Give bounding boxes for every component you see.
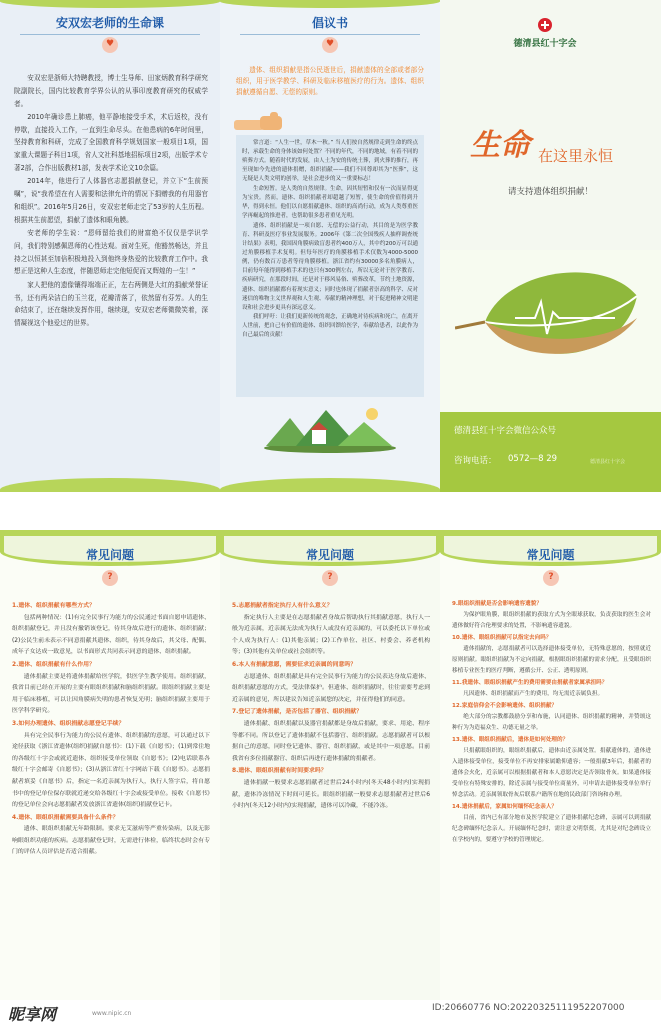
green-hills-illustration — [260, 402, 400, 454]
slogan-eternal: 在这里永恒 — [538, 147, 614, 165]
support-message: 请支持遗体组织捐献！ — [507, 187, 593, 197]
panel-faq-1 — [0, 530, 220, 1000]
faq-question: 14.遗体捐献后，家属如何缅怀纪念亲人？ — [452, 804, 558, 810]
faq-question: 1.遗体、组织捐献有哪些方式？ — [12, 603, 95, 609]
paragraph: 我们呼吁：让我们更新传统的观念，正确地对待疾病和死亡，在离开人世前，把自己有价值的遗体、组织回馈给医学，奉献给患者，以此作为自己最后的贡献！ — [242, 314, 419, 339]
life-lesson-body — [14, 72, 208, 330]
brochure-outer-side — [0, 0, 661, 492]
faq-question: 4.遗体、眼组织捐献需要具备什么条件？ — [12, 814, 119, 821]
question-icon: ? — [543, 570, 559, 586]
paragraph: 生命短暂。是人类的自然规律。生命，因其短暂和仅有一次而显得更为宝贵。然而，遗体、组织捐献者却超越了短暂，使生命的价值得到升华，得到永恒。他们以自愿捐献遗体、组织的高尚行动，成为人类尊重医学再崛起的推进者，也帮助很多患者重见光明。 — [242, 185, 419, 220]
heart-hand-icon: ♥ — [322, 37, 338, 53]
faq-list — [12, 600, 210, 859]
paragraph: 常言道：“人生一世，草木一秋。” 当人们按自然规律走到生命的终点时，承载生命的身体该如何处置？不同的年代，不同的地域，有着不同的殡葬方式。随着时代的发展，由人土为安的传统土葬，到火葬的推行，再至现如今先进的遗体捐赠，组织捐献——我们不回尊却其为“医葬”，这无疑是人类文明的创举，是社会进步的又一重要标志！ — [242, 140, 419, 183]
title-divider — [240, 34, 420, 35]
panel-initiative — [220, 0, 440, 492]
watermark-logo: 昵享网 — [8, 1005, 57, 1024]
paragraph: 家人把他的遗像镶得端端正正，左右两侧是大红的捐献荣誉证书，还有两朵洁白的玉兰花，花瓣清落了，依然留有芬芳。人的生命结束了，还在继续发挥作用，继续现，安双宏老师微微笑着，深情凝视这个他爱过的世界。 — [14, 280, 208, 328]
title-divider — [20, 34, 200, 35]
faq-question: 5.志愿捐献者指定执行人有什么意义？ — [232, 603, 333, 609]
paragraph: 安双宏是浙师大特聘教授，博士生导师、田家炳教育科学研究院副院长，国内比较教育学界公认的从事印度教育研究的权威学者。 — [14, 74, 208, 108]
watermark-url: www.nipic.cn — [92, 1010, 132, 1017]
heart-hand-icon: ♥ — [102, 37, 118, 53]
paragraph: 2014年，他进行了人体器官志愿捐献登记，并立下“生前预嘱”，说“我希望在有人需要和法律允许的情况下捐赠我的有用器官和组织”。2016年5月26日，安双宏老师走完了53岁的人生历程。根据其生前愿望，捐献了遗体和眼角膜。 — [14, 177, 208, 224]
faq-title: 常见问题 — [85, 548, 134, 562]
faq-question: 9.眼组织捐献是否会影响遗容遗貌？ — [452, 601, 542, 607]
faq-question: 11.我遗体、眼组织捐献产生的费用需要由捐献者家属承担吗？ — [452, 680, 608, 686]
faq-question: 13.遗体、眼组织捐献后，遗体是如何处理的？ — [452, 737, 569, 743]
faq-list — [452, 598, 651, 846]
leaf-heartbeat-illustration — [455, 258, 645, 378]
faq-answer: 只捐献眼组织的，眼组织捐献后，遗体由近亲属处置。捐献遗体的，遗体进入遗体接受单位，接受单位不再安排家属瞻仰遗容；一般捐献3年后，捐献者的遗体会火化，近亲属可以根据捐献者和本人意愿决定是否领取骨灰。如果遗体接受单位有特殊安排的，除近亲属与接受单位商量外，可申请去遗体接受单位举行悼念活动。近亲属领取骨灰后联系户籍所在地的民政部门咨询和办理。 — [452, 748, 651, 798]
brochure-inner-side — [0, 530, 661, 1000]
paragraph: 遗体、组织捐献是一项自愿、无偿的公益行动，其目的是为医学教育、科研及医疗事业发展服务。2006年《第二次全国残疾人抽样调查统计结果》表明，我国因角膜病致盲患者约400万人，其中约200万可以通过角膜移植手术复明。但每年医疗的角膜移植手术仅数为4000-5000例，仍有数百万患者等待角膜移植。浙江省约有30000多名角膜病人，目前每年能得到移植手术的也只有300例左右，所以无论对于医学教育、疾病研究，在那段时间，还是对于移风易俗、殡葬改革，节约土地资源，遗体、组织捐献都有着现实意义；同时也体现了捐献者崇高的科学、反对迷信的唯物主义世界观和人生观、奉献的精神理想，对于促进精神文明建设和社会进步更具有深远意义。 — [242, 222, 419, 311]
faq-question: 8.遗体、眼组织捐献有时间要求吗？ — [232, 768, 327, 775]
top-green-strip — [220, 0, 440, 8]
panel-faq-2 — [220, 530, 440, 1000]
paragraph: 安老师的学生说：“恩师留给我们的财富绝不仅仅是学识学问，我们特别感佩恩师的心性达观。面对生死，他豁然畅达，并且持之以恒甚至加倍积极地投入到他终身热爱的比较教育工作中。我想正是这种人生态度，伴随恩师走完他短促而又辉煌的一生！” — [14, 229, 208, 276]
faq-question: 3.如何办理遗体、组织捐献志愿登记手续？ — [12, 720, 125, 727]
bottom-green-strip — [0, 478, 220, 492]
faq-question: 12.家庭信仰会不会影响遗体、组织捐献？ — [452, 703, 558, 709]
initiative-title: 倡议书 — [311, 16, 348, 30]
faq-question: 7.登记了遗体捐献，是否包括了器官、组织捐献？ — [232, 709, 363, 716]
life-lesson-title: 安双宏老师的生命课 — [55, 16, 164, 30]
faq-answer: 遗体捐献主要是将遗体捐献给医学院，供医学生教学使用。组织捐献，我省目前已经在开展的主要有眼组织捐献和脑组织捐献。眼组织捐献主要是用于临床移植，可以让因角膜病失明的患者恢复光明；脑组织捐献主要用于医学科学研究。 — [12, 673, 210, 715]
faq-answer: 凡因遗体、组织捐献而产生的费用，均无需近亲属负担。 — [463, 691, 604, 697]
bottom-green-strip — [220, 478, 440, 492]
faq-answer: 为保护眼角膜，眼组织捐献的获取方式为全眼球获取，负责获取的医生会对遗体做好符合伦理要求的处置，不影响遗容遗貌。 — [452, 612, 651, 629]
panel-faq-3 — [440, 530, 661, 1000]
faq-question: 10.遗体、眼组织捐献可以指定去向吗？ — [452, 635, 552, 641]
contact-org-small: 德清县红十字会 — [590, 459, 626, 465]
watermark-id: ID:20660776 NO:20220325111952207000 — [432, 1003, 625, 1013]
slogan-life: 生命 — [470, 128, 530, 163]
wechat-account: 德清县红十字会微信公众号 — [454, 426, 557, 436]
red-cross-icon — [538, 18, 552, 32]
faq-answer: 目前，省内已有部分地市及医学院建立了遗体捐献纪念碑，亲属可以到捐献纪念碑缅怀纪念亲人。开展缅怀纪念时，需注意文明祭奠，尤其是对纪念碑设立在学校内的，要遵守学校的管理规定。 — [452, 815, 651, 843]
question-icon: ? — [322, 570, 338, 586]
faq-answer: 遗体捐献的，志愿捐献者可以选择遗体接受单位，无特殊意愿的，按照就近原则捐献。眼组织捐献为不定向捐献，根据眼组织捐献的需求分配，且受眼组织移植专业医生的医疗判断，遵循公开、公正、透明原则。 — [452, 646, 651, 674]
phone-number: 0572—8 29 — [508, 454, 558, 464]
panel-life-lesson — [0, 0, 220, 492]
faq-answer: 志愿遗体、组织捐献是具有完全民事行为能力的公民表达身故后遗体、组织捐献意愿的方式，受法律保护。但遗体、组织捐献时，往往需要考虑到近亲属的意见，所以建议告知近亲属您的决定，并征得他们的同意。 — [232, 673, 430, 703]
question-icon: ? — [102, 570, 118, 586]
faq-title: 常见问题 — [305, 548, 354, 562]
faq-question: 2.遗体、组织捐献有什么作用？ — [12, 661, 95, 668]
faq-answer: 指定执行人主要是在志愿捐献者身故后帮助执行其捐献意愿，执行人一般为近亲属，近亲属无法成为执行人或没有近亲属的，可以委托以下单位或个人成为执行人：(1)其他亲属；(2)工作单位、社区、村委会、养老机构等；(3)其他有关单位或社会组织等。 — [232, 614, 430, 656]
faq-answer: 遗体、眼组织捐献无年龄限制。要求无艾滋病等严重传染病，以及无影响眼组织功能的疾病。志愿捐献登记时，无需进行体检，临终状态时会有专门的评估人员评估是否适合捐献。 — [12, 826, 210, 856]
paragraph: 2010年确诊患上肺癌，他平静地接受手术，术后返校，没有停歇，直接投入工作，一直到生命尽头。在他患病的6年时间里，坚持教育和科研，完成了全国教育科学规划国家一般项目1项，国家重大课题子科目1项，省人文社科基地招标项目2项，出版学术专著2部，合作出版教材1部，发表学术论文10余篇。 — [14, 112, 208, 173]
faq-answer: 遗体捐献、组织捐献以及器官捐献都是身故后捐献，要求、用途、程序等都不同。所以登记了遗体捐献不包括器官、组织捐献。志愿捐献者可以根据自己的意愿，同时登记遗体、器官、组织捐献，或是其中一项意愿。目前我省有多位捐献器官、组织后再进行遗体捐献的捐献者。 — [232, 720, 430, 762]
faq-answer: 遗体捐献一般要求志愿捐献者过世后24小时内(冬天48小时内)实现捐献，遗体冷冻情况下时间可延长。眼组织捐献一般要求志愿捐献者过世后6小时内(冬天12小时内)实现捐献，遗体可以冷藏，不能冷冻。 — [232, 779, 430, 810]
thumbs-up-icon — [234, 112, 284, 134]
org-name: 德清县红十字会 — [513, 39, 577, 49]
phone-label: 咨询电话： — [454, 456, 497, 466]
faq-answer: 绝大部分的宗教都鼓励分享和布施，认同遗体、组织捐献的精神，并赞颂这种行为为造福众生、功德无量之举。 — [452, 714, 651, 731]
initiative-lead-text: 遗体、组织捐献是指公民逝世后，捐献遗体的全部或者部分组织，用于医学教学、科研及临床移植医疗的行为。遗体、组织捐献遵循自愿、无偿的原则。 — [236, 66, 424, 96]
faq-answer: 包括两种情况：(1)有完全民事行为能力的公民通过书面自愿申请遗体、组织捐献登记，并且没有撤销该登记，待其身故后进行的遗体、组织捐献；(2)公民生前未表示不同意捐献其遗体、组织，待其身故后，其父母、配偶、成年子女达成一致意见，以书面形式共同表示同意的遗体、组织捐献。 — [12, 614, 210, 656]
top-green-strip — [0, 0, 220, 8]
faq-list — [232, 600, 430, 813]
faq-question: 6.本人有捐献意愿，需要征求近亲属的同意吗？ — [232, 661, 357, 668]
initiative-content-box — [236, 135, 424, 397]
initiative-body — [242, 139, 418, 341]
faq-answer: 具有完全民事行为能力的公民有遗体、组织捐献的意愿，可以通过以下途径获取《浙江省遗体(组织)捐献自愿书》：(1)下载《自愿书》；(1)到常住地的各级红十字会或就近遗体、组织接受单位领取《自愿书》；(2)电话联系各级红十字会邮寄《自愿书》；(3)从浙江省红十字网站下载《自愿书》。志愿捐献者填妥《自愿书》后，指定一名近亲属为执行人，执行人签字后，将自愿书中的登记单位保存联就近递交给各级红十字会或接受单位。接收《自愿书》的登记单位会向志愿捐献者发放浙江省遗体(组织)捐献登记卡。 — [12, 732, 210, 809]
faq-title: 常见问题 — [526, 548, 575, 562]
